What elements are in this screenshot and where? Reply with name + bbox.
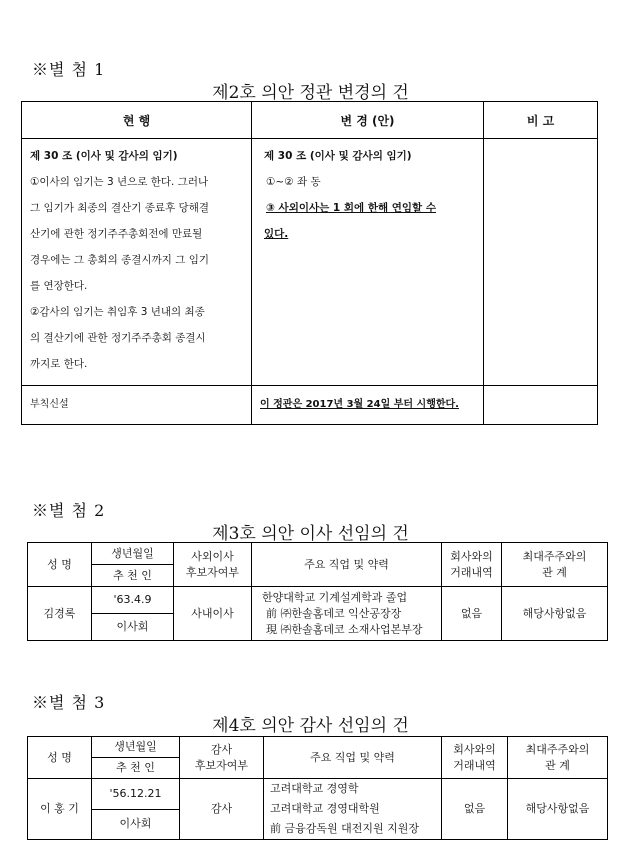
current-line: 그 임기가 최종의 결산기 종료후 당해결	[30, 202, 209, 214]
supplement-note	[484, 386, 598, 425]
header-outside: 감사 후보자여부	[180, 737, 264, 779]
current-line: 를 연장한다.	[30, 280, 88, 292]
candidate-recommender: 이사회	[92, 614, 174, 641]
change-cell	[252, 139, 484, 386]
candidate-birth: '63.4.9	[92, 587, 174, 614]
header-career: 주요 직업 및 약력	[252, 543, 442, 587]
current-line: 산기에 관한 정기주주총회전에 만료될	[30, 228, 203, 240]
candidate-outside: 감사	[180, 779, 264, 840]
header-recommender: 추 천 인	[92, 565, 174, 587]
header-career: 주요 직업 및 약력	[264, 737, 442, 779]
header-name: 성 명	[28, 543, 92, 587]
supplement-text: 이 정관은 2017년 3월 24일 부터 시행한다.	[252, 386, 484, 425]
amendment-table	[21, 101, 598, 425]
attach1-heading: ※별 첨 1	[32, 60, 106, 79]
current-line: 까지로 한다.	[30, 358, 88, 370]
director-table	[27, 542, 608, 641]
change-line: 있다.	[264, 228, 289, 240]
career-line: 한양대학교 기계설계학과 졸업	[262, 590, 408, 604]
header-transactions: 회사와의 거래내역	[442, 737, 508, 779]
career-line: 고려대학교 경영대학원	[270, 802, 380, 815]
candidate-name: 이 홍 기	[28, 779, 92, 840]
header-note: 비 고	[484, 102, 598, 139]
header-major: 최대주주와의 관 계	[502, 543, 608, 587]
header-birth: 생년월일	[92, 737, 180, 758]
career-line: 現 ㈜한솔홈데코 소재사업본부장	[266, 622, 423, 636]
header-birth: 생년월일	[92, 543, 174, 565]
header-major: 최대주주와의 관 계	[508, 737, 608, 779]
candidate-recommender: 이사회	[92, 809, 180, 840]
current-line: ②감사의 임기는 취임후 3 년내의 최종	[30, 306, 205, 318]
header-transactions: 회사와의 거래내역	[442, 543, 502, 587]
attach3-heading: ※별 첨 3	[32, 693, 106, 712]
header-current: 현 행	[22, 102, 252, 139]
current-line: 의 결산기에 관한 정기주주총회 종결시	[30, 332, 206, 344]
current-line: ①이사의 임기는 3 년으로 한다. 그러나	[30, 176, 209, 188]
candidate-birth: '56.12.21	[92, 779, 180, 810]
candidate-transactions: 없음	[442, 587, 502, 641]
candidate-name: 김경록	[28, 587, 92, 641]
attach3-title: 제4호 의안 감사 선임의 건	[212, 716, 409, 736]
header-recommender: 추 천 인	[92, 758, 180, 779]
attach2-title: 제3호 의안 이사 선임의 건	[212, 524, 409, 544]
candidate-major: 해당사항없음	[508, 779, 608, 840]
header-name: 성 명	[28, 737, 92, 779]
attach2-heading: ※별 첨 2	[32, 501, 106, 520]
career-line: 前 ㈜한솔홈데코 익산공장장	[266, 606, 402, 620]
change-line: ③ 사외이사는 1 회에 한해 연임할 수	[266, 202, 436, 214]
candidate-career	[264, 779, 442, 840]
candidate-major: 해당사항없음	[502, 587, 608, 641]
candidate-transactions: 없음	[442, 779, 508, 840]
career-line: 前 금융감독원 대전지원 지원장	[270, 822, 420, 835]
attach1-title: 제2호 의안 정관 변경의 건	[212, 83, 409, 103]
change-article: 제 30 조 (이사 및 감사의 임기)	[264, 150, 412, 162]
header-outside: 사외이사 후보자여부	[174, 543, 252, 587]
change-line: ①~② 좌 동	[266, 176, 321, 188]
supplement-label: 부칙신설	[22, 386, 252, 425]
career-line: 고려대학교 경영학	[270, 782, 359, 795]
header-change: 변 경 (안)	[252, 102, 484, 139]
current-line: 경우에는 그 총회의 종결시까지 그 임기	[30, 254, 209, 266]
candidate-career	[252, 587, 442, 641]
current-article: 제 30 조 (이사 및 감사의 임기)	[30, 150, 178, 162]
candidate-outside: 사내이사	[174, 587, 252, 641]
auditor-table	[27, 736, 608, 840]
note-cell	[484, 139, 598, 386]
current-cell	[22, 139, 252, 386]
